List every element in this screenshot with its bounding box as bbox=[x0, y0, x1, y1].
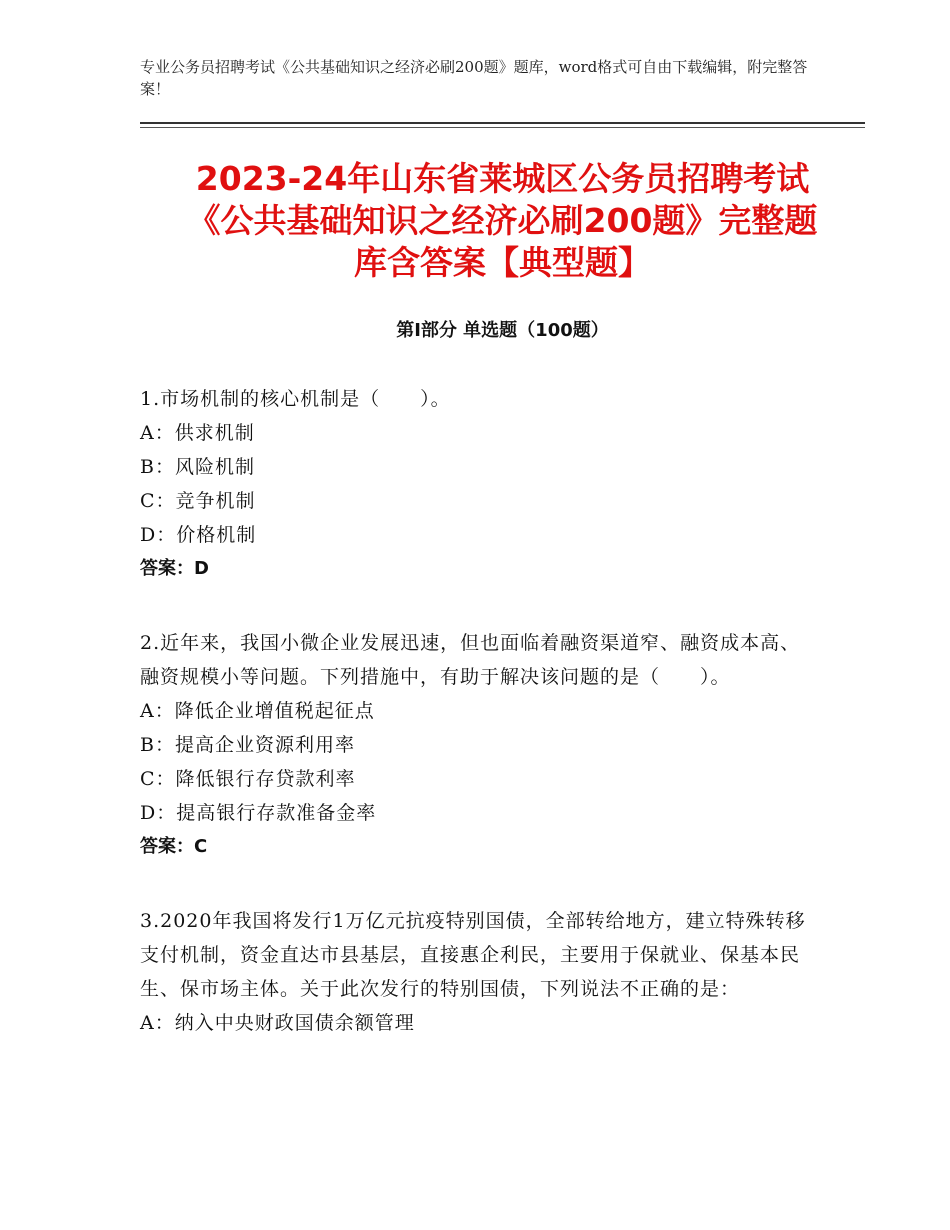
answer-line: 答案：C bbox=[140, 836, 208, 857]
header-divider-thin bbox=[140, 127, 865, 128]
header-note: 专业公务员招聘考试《公共基础知识之经济必刷200题》题库，word格式可自由下载编辑，附完整答案！ bbox=[140, 58, 808, 98]
section-heading: 第Ⅰ部分 单选题（100题） bbox=[396, 320, 609, 341]
option-a: A：降低企业增值税起征点 bbox=[140, 700, 375, 722]
document-title bbox=[140, 158, 865, 284]
option-c: C：降低银行存贷款利率 bbox=[140, 768, 356, 790]
title-line-3: 库含答案【典型题】 bbox=[354, 243, 651, 282]
option-b: B：提高企业资源利用率 bbox=[140, 734, 355, 756]
question-stem: 2.近年来，我国小微企业发展迅速，但也面临着融资渠道窄、融资成本高、融资规模小等问题。下列措施中，有助于解决该问题的是（ ）。 bbox=[140, 632, 801, 688]
question-list bbox=[140, 382, 820, 1080]
question-3 bbox=[140, 904, 820, 1040]
option-a: A：供求机制 bbox=[140, 422, 255, 444]
question-2 bbox=[140, 626, 820, 864]
option-c: C：竞争机制 bbox=[140, 490, 256, 512]
answer-line: 答案：D bbox=[140, 558, 209, 579]
title-line-2: 《公共基础知识之经济必刷200题》完整题 bbox=[187, 201, 818, 240]
option-d: D：提高银行存款准备金率 bbox=[140, 802, 377, 824]
option-a: A：纳入中央财政国债余额管理 bbox=[140, 1012, 415, 1034]
option-b: B：风险机制 bbox=[140, 456, 255, 478]
header-divider-thick bbox=[140, 122, 865, 124]
question-1 bbox=[140, 382, 820, 586]
question-stem: 1.市场机制的核心机制是（ ）。 bbox=[140, 388, 451, 410]
option-d: D：价格机制 bbox=[140, 524, 257, 546]
question-stem: 3.2020年我国将发行1万亿元抗疫特别国债，全部转给地方，建立特殊转移支付机制，资金直达市县基层，直接惠企利民，主要用于保就业、保基本民生、保市场主体。关于此次发行的特别国债，下列说法不正确的是： bbox=[140, 910, 806, 1000]
title-line-1: 2023-24年山东省莱城区公务员招聘考试 bbox=[195, 159, 810, 198]
